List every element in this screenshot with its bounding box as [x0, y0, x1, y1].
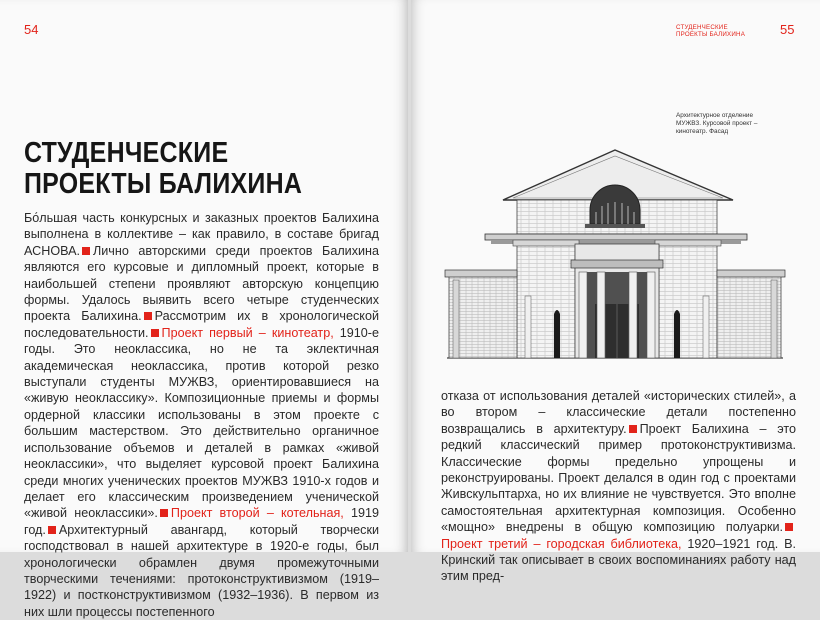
text-run: Лично авторскими среди проектов Балихина являются его курсовые и дипломный проект, которые в наибольшей степени проявляют авторскую концепцию формы. Удалось выявить всего четыре студенческих проекта Балихина. [24, 243, 379, 324]
running-head-line-1: СТУДЕНЧЕСКИЕ [676, 24, 728, 31]
left-paragraph [24, 210, 379, 620]
red-square-marker [785, 523, 793, 531]
page-number-left: 54 [24, 22, 39, 37]
running-head [676, 24, 745, 38]
figure-caption [676, 112, 776, 136]
chapter-title [24, 138, 302, 200]
text-run: Архитектурный авангард, который творчески господствовал в нашей архитектуре в 1920-е годы, был хронологически обрамлен двумя промежуточными творческими течениями: протоконструктивизмом (1919–1922) и постконструктивизмом (1932–1936). В первом из них шли процессы постепенного [24, 522, 379, 619]
caption-line-1: Архитектурное отделение [676, 112, 754, 119]
red-square-marker [629, 425, 637, 433]
building-facade-drawing [445, 144, 785, 364]
text-run: 1919 год. [24, 506, 379, 537]
right-paragraph [441, 388, 796, 585]
text-run: отказа от использования деталей «исторических стилей», а во втором – классические детали постепенно возвращались в архитектуру. [441, 389, 796, 436]
running-head-line-2: ПРОЕКТЫ БАЛИХИНА [676, 31, 746, 38]
project-heading-red: Проект второй – котельная, [170, 506, 344, 521]
text-run: 1920–1921 год. В. Кринский так описывает в своих воспоминаниях работу над этим пред- [441, 536, 796, 584]
project-heading-red: Проект третий – городская библиотека, [441, 536, 682, 551]
text-run: Рассмотрим их в хронологической последовательности. [24, 309, 379, 340]
chapter-title-line-2: ПРОЕКТЫ БАЛИХИНА [24, 168, 303, 200]
project-heading-red: Проект первый – кинотеатр, [161, 325, 334, 340]
left-body-text [24, 210, 379, 620]
red-square-marker [160, 509, 168, 517]
text-run: Бо́льшая часть конкурсных и заказных проектов Балихина выполнена в коллективе – как правило, в составе бригад АСНОВА. [24, 211, 379, 258]
red-square-marker [82, 247, 90, 255]
right-body-text [441, 388, 796, 585]
red-square-marker [144, 312, 152, 320]
page-number-right: 55 [780, 22, 795, 37]
text-run: 1910-е годы. Это неоклассика, но не та эклектичная академическая неоклассика, против которой резко выступали студенты МУЖВЗ, ориентировавшиеся на «живую неоклассику». Композиционные приемы и формы ордерной классики использованы в этом проекте с большим мастерством. Это действительно органичное использование объемов и деталей в рамках «живой неоклассики», что выделяет курсовой проект Балихина среди многих ученических проектов МУЖВЗ 1910-х годов и делает его классическим произведением ученической «живой неоклассики». [24, 325, 379, 521]
left-page [0, 0, 408, 619]
right-page [411, 0, 820, 584]
chapter-title-line-1: СТУДЕНЧЕСКИЕ [24, 137, 229, 169]
red-square-marker [48, 526, 56, 534]
caption-line-2: МУЖВЗ. Курсовой проект – [676, 120, 758, 127]
red-square-marker [151, 329, 159, 337]
text-run: Проект Балихина – это редкий классический пример протоконструктивизма. Классические формы предельно упрощены и реконструированы. Проект делался в один год с проектами Живскульптарха, но их влияние не чувствуется. Это вполне самостоятельная архитектурная композиция. Особенно «мощно» внедрены в общую композицию полуарки. [441, 421, 796, 535]
caption-line-3: кинотеатр. Фасад [676, 128, 729, 135]
